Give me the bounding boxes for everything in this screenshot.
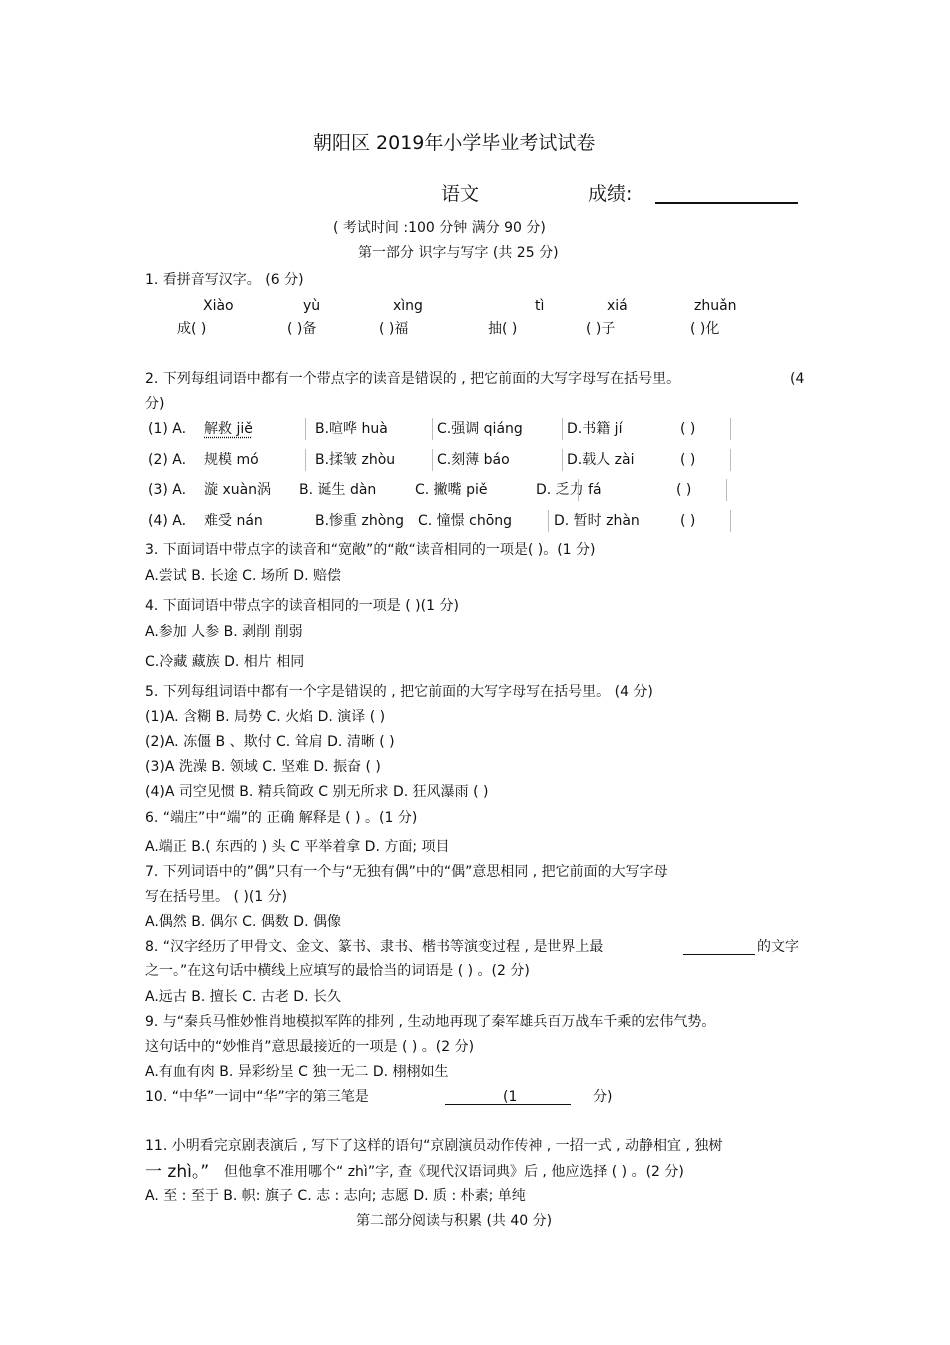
- q3-options: A.尝试 B. 长途 C. 场所 D. 赔偿: [145, 568, 341, 584]
- q5-row2: (2)A. 冻僵 B 、欺付 C. 耸肩 D. 清晰 ( ): [145, 734, 395, 750]
- q2-row4-num: (4) A.: [148, 513, 187, 529]
- q2-row1-num: (1) A.: [148, 421, 187, 437]
- q2-table-divider: [730, 449, 731, 471]
- q2-row4-d: D. 暂时 zhàn: [554, 513, 640, 529]
- q5-prompt: 5. 下列每组词语中都有一个字是错误的 , 把它前面的大写字母写在括号里。 (4 分): [145, 684, 653, 700]
- q1-blank-6[interactable]: ( )化: [690, 321, 720, 337]
- q2-row1-c: C.强调 qiáng: [437, 421, 523, 437]
- q2-table-divider: [432, 449, 433, 471]
- q1-pinyin-5: xiá: [607, 298, 628, 314]
- q2-row2-b: B.揉皱 zhòu: [315, 452, 396, 468]
- q9-options: A.有血有肉 B. 异彩纷呈 C 独一无二 D. 栩栩如生: [145, 1064, 449, 1080]
- q6-prompt: 6. “端庄”中“端”的 正确 解释是 ( ) 。(1 分): [145, 810, 418, 826]
- q11-line2: 但他拿不准用哪个“ zhì”字, 查《现代汉语词典》后 , 他应选择 ( ) 。(2 分): [224, 1164, 684, 1180]
- q2-score-b: 分): [145, 396, 165, 412]
- q9-line1: 9. 与“秦兵马惟妙惟肖地模拟军阵的排列 , 生动地再现了秦军雄兵百万战车千乘的宏伟气势。: [145, 1014, 716, 1030]
- exam-info: ( 考试时间 :100 分钟 满分 90 分): [333, 220, 546, 236]
- q1-blank-1[interactable]: 成( ): [177, 321, 207, 337]
- q2-row2-paren[interactable]: ( ): [680, 452, 696, 468]
- q8-line1-end: 的文字: [757, 939, 799, 955]
- q2-table-divider: [562, 449, 563, 471]
- q1-blank-5[interactable]: ( )子: [586, 321, 616, 337]
- q2-row4-paren[interactable]: ( ): [680, 513, 696, 529]
- q8-line1: 8. “汉字经历了甲骨文、金文、篆书、隶书、楷书等演变过程 , 是世界上最: [145, 939, 604, 955]
- q2-row2-a: 规模 mó: [204, 452, 259, 468]
- q8-line2: 之一。”在这句话中横线上应填写的最恰当的词语是 ( ) 。(2 分): [145, 963, 530, 979]
- q2-row3-d: D. 乏力 fá: [536, 482, 602, 498]
- q1-blank-4[interactable]: 抽( ): [488, 321, 518, 337]
- q2-row3-a: 漩 xuàn涡: [204, 482, 272, 498]
- q1-pinyin-4: tì: [535, 298, 545, 314]
- q2-row4-b: B.惨重 zhòng: [315, 513, 405, 529]
- q2-row1-b: B.喧哗 huà: [315, 421, 388, 437]
- q2-row1-a: 解救 jiě: [204, 421, 253, 437]
- q2-row2-d: D.载人 zài: [567, 452, 635, 468]
- q7-line1: 7. 下列词语中的”偶”只有一个与“无独有偶”中的“偶”意思相同 , 把它前面的大写字母: [145, 864, 668, 880]
- q5-row3: (3)A 洗澡 B. 领域 C. 坚难 D. 振奋 ( ): [145, 759, 381, 775]
- q3-prompt: 3. 下面词语中带点字的读音和“宽敞”的“敞“读音相同的一项是( )。(1 分): [145, 542, 596, 558]
- q9-line2: 这句话中的“妙惟肖”意思最接近的一项是 ( ) 。(2 分): [145, 1039, 475, 1055]
- q11-options: A. 至 : 至于 B. 帜: 旗子 C. 志 : 志向; 志愿 D. 质 : 朴素; 单纯: [145, 1188, 526, 1204]
- q4-prompt: 4. 下面词语中带点字的读音相同的一项是 ( )(1 分): [145, 598, 459, 614]
- q2-row2-num: (2) A.: [148, 452, 187, 468]
- q1-pinyin-6: zhuǎn: [694, 298, 737, 314]
- q2-row2-c: C.刻薄 báo: [437, 452, 510, 468]
- score-blank[interactable]: [655, 202, 798, 204]
- q8-options: A.远古 B. 擅长 C. 古老 D. 长久: [145, 989, 341, 1005]
- q1-prompt: 1. 看拼音写汉字。 (6 分): [145, 272, 304, 288]
- q2-table-divider: [562, 418, 563, 440]
- q2-table-divider: [432, 418, 433, 440]
- q2-table-divider: [548, 510, 549, 532]
- q1-blank-2[interactable]: ( )备: [287, 321, 317, 337]
- q2-prompt: 2. 下列每组词语中都有一个带点字的读音是错误的 , 把它前面的大写字母写在括号里。: [145, 371, 681, 387]
- q2-row3-b: B. 诞生 dàn: [299, 482, 377, 498]
- q1-pinyin-2: yù: [303, 298, 321, 314]
- q2-row3-paren[interactable]: ( ): [676, 482, 692, 498]
- q1-blank-3[interactable]: ( )福: [379, 321, 409, 337]
- q10-score-a: (1: [503, 1089, 518, 1105]
- q4-options-row1: A.参加 人参 B. 剥削 削弱: [145, 624, 303, 640]
- q2-table-divider: [305, 449, 306, 471]
- q7-line2: 写在括号里。 ( )(1 分): [145, 889, 288, 905]
- q2-row4-a: 难受 nán: [204, 513, 263, 529]
- q4-options-row2: C.冷藏 藏族 D. 相片 相同: [145, 654, 305, 670]
- q7-options: A.偶然 B. 偶尔 C. 偶数 D. 偶像: [145, 914, 341, 930]
- part1-title: 第一部分 识字与写字 (共 25 分): [358, 245, 559, 261]
- q5-row1: (1)A. 含糊 B. 局势 C. 火焰 D. 演译 ( ): [145, 709, 386, 725]
- q2-table-divider: [305, 418, 306, 440]
- q2-table-divider: [578, 479, 579, 501]
- q10-prompt: 10. “中华”一词中“华”字的第三笔是: [145, 1089, 369, 1105]
- q2-table-divider: [726, 479, 727, 501]
- q1-pinyin-3: xìng: [393, 298, 423, 314]
- q10-score-b: 分): [593, 1089, 613, 1105]
- q2-row4-c: C. 憧憬 chōng: [418, 513, 513, 529]
- q2-score-a: (4: [790, 371, 805, 387]
- subject-label: 语文: [441, 183, 480, 205]
- q11-pinyin: 一 zhì。”: [145, 1162, 210, 1182]
- q2-row3-c: C. 撇嘴 piě: [415, 482, 488, 498]
- q2-table-divider: [730, 510, 731, 532]
- q5-row4: (4)A 司空见惯 B. 精兵简政 C 别无所求 D. 狂风瀑雨 ( ): [145, 784, 489, 800]
- q2-row1-d: D.书籍 jí: [567, 421, 623, 437]
- exam-title: 朝阳区 2019年小学毕业考试试卷: [313, 132, 596, 154]
- q8-fill-blank[interactable]: [683, 954, 755, 955]
- part2-title: 第二部分阅读与积累 (共 40 分): [356, 1213, 553, 1229]
- score-label: 成绩:: [588, 183, 633, 205]
- q6-options: A.端正 B.( 东西的 ) 头 C 平举着拿 D. 方面; 项目: [145, 839, 450, 855]
- q1-pinyin-1: Xiào: [203, 298, 234, 314]
- q2-row1-paren[interactable]: ( ): [680, 421, 696, 437]
- q2-table-divider: [730, 418, 731, 440]
- q11-line1: 11. 小明看完京剧表演后 , 写下了这样的语句“京剧演员动作传神 , 一招一式 , 动静相宜 , 独树: [145, 1138, 723, 1154]
- q2-row3-num: (3) A.: [148, 482, 187, 498]
